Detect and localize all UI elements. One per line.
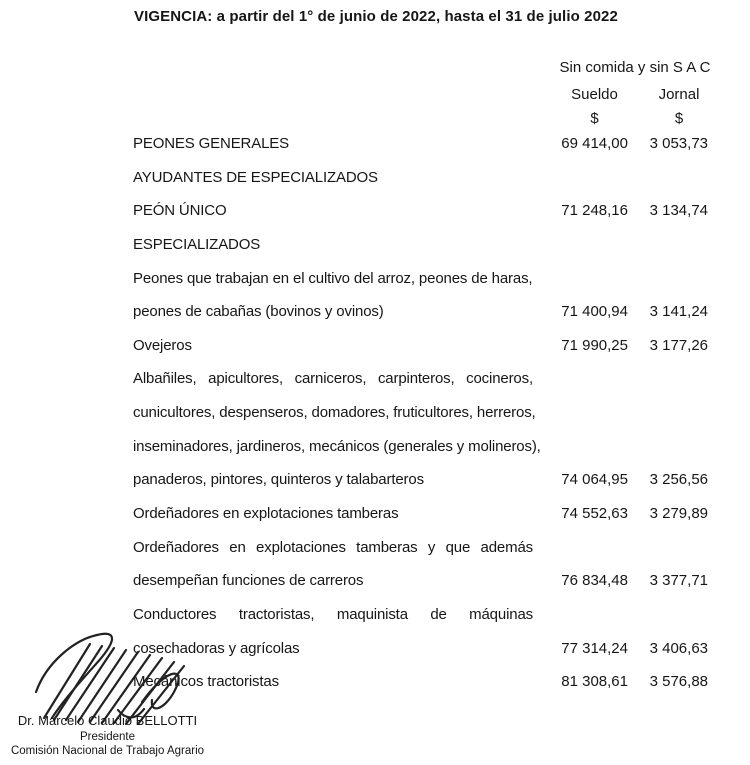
- row-label: cosechadoras y agrícolas: [133, 639, 300, 657]
- column-unit-jornal: $: [674, 110, 684, 127]
- row-jornal-value: 3 134,74: [649, 202, 708, 220]
- row-label: cunicultores, despenseros, domadores, fruticultores, herreros,: [133, 404, 536, 422]
- row-label: inseminadores, jardineros, mecánicos (generales y molineros),: [133, 437, 541, 455]
- signer-name: Dr. Marcelo Claudio BELLOTTI: [17, 713, 198, 728]
- row-label: AYUDANTES DE ESPECIALIZADOS: [133, 168, 378, 186]
- row-label: PEONES GENERALES: [133, 135, 289, 152]
- table-row: [0, 531, 750, 565]
- row-jornal-value: 3 053,73: [649, 135, 708, 152]
- table-row: [0, 295, 750, 329]
- row-label: panaderos, pintores, quinteros y talabarteros: [133, 471, 424, 489]
- table-row: [0, 161, 750, 195]
- row-jornal-value: 3 177,26: [649, 336, 708, 354]
- row-sueldo-value: 74 064,95: [561, 471, 628, 489]
- wage-table: [0, 127, 750, 699]
- signature-block: [5, 714, 210, 757]
- row-label: desempeñan funciones de carreros: [133, 572, 364, 590]
- row-sueldo-value: 71 990,25: [561, 336, 628, 354]
- row-label: Ovejeros: [133, 336, 192, 354]
- row-sueldo-value: 77 314,24: [561, 639, 628, 657]
- row-label: Mecánicos tractoristas: [133, 673, 279, 691]
- row-label: Conductores tractoristas, maquinista de máquinas: [133, 605, 533, 623]
- signature-scribble-icon: [22, 630, 212, 726]
- column-header-sueldo: Sueldo: [571, 86, 618, 103]
- signer-role: Presidente: [80, 731, 135, 743]
- row-jornal-value: 3 406,63: [649, 639, 708, 657]
- table-row: [0, 463, 750, 497]
- table-row: [0, 362, 750, 396]
- column-unit-sueldo: $: [590, 110, 599, 127]
- table-row: [0, 564, 750, 598]
- document-title: VIGENCIA: a partir del 1° de junio de 2022, hasta el 31 de julio 2022: [134, 8, 618, 25]
- table-row: [0, 228, 750, 262]
- row-jornal-value: 3 256,56: [649, 471, 708, 489]
- row-label: Ordeñadores en explotaciones tamberas y que además: [133, 538, 533, 556]
- row-sueldo-value: 74 552,63: [561, 505, 628, 523]
- row-sueldo-value: 71 400,94: [561, 303, 628, 321]
- column-group-header: Sin comida y sin S A C: [559, 59, 711, 76]
- table-row: [0, 430, 750, 464]
- row-jornal-value: 3 141,24: [649, 303, 708, 321]
- table-row: [0, 329, 750, 363]
- row-label: Ordeñadores en explotaciones tamberas: [133, 505, 399, 523]
- signer-organization: Comisión Nacional de Trabajo Agrario: [10, 745, 205, 757]
- row-sueldo-value: 69 414,00: [561, 135, 628, 152]
- row-label: ESPECIALIZADOS: [133, 235, 261, 253]
- row-label: Albañiles, apicultores, carniceros, carpinteros, cocineros,: [133, 370, 533, 388]
- table-row: [0, 194, 750, 228]
- table-row: [0, 396, 750, 430]
- row-sueldo-value: 71 248,16: [561, 202, 628, 220]
- row-sueldo-value: 81 308,61: [561, 673, 628, 691]
- row-label: Peones que trabajan en el cultivo del arroz, peones de haras,: [133, 269, 533, 287]
- column-header-jornal: Jornal: [658, 86, 700, 103]
- row-jornal-value: 3 279,89: [649, 505, 708, 523]
- row-label: PEÓN ÚNICO: [133, 202, 227, 220]
- row-jornal-value: 3 377,71: [649, 572, 708, 590]
- row-label: peones de cabañas (bovinos y ovinos): [133, 303, 384, 321]
- row-sueldo-value: 76 834,48: [561, 572, 628, 590]
- table-row: [0, 262, 750, 296]
- table-row: [0, 127, 750, 161]
- table-row: [0, 598, 750, 632]
- row-jornal-value: 3 576,88: [649, 673, 708, 691]
- table-row: [0, 497, 750, 531]
